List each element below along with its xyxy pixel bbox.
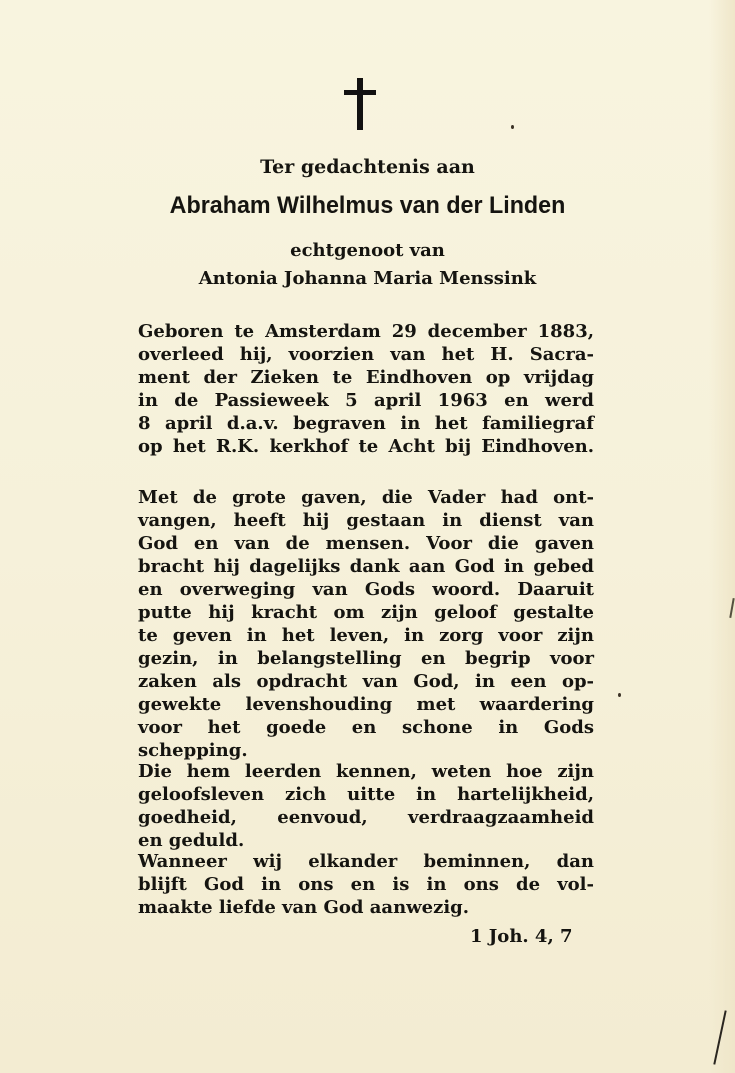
paper-speck — [618, 693, 621, 697]
spouse-name: Antonia Johanna Maria Menssink — [198, 268, 537, 289]
text-line: en overweging van Gods woord. Daaruit — [138, 579, 594, 600]
text-line: vangen, heeft hij gestaan in dienst van — [138, 510, 594, 531]
text-line: God en van de mensen. Voor die gaven — [138, 533, 594, 554]
text-line: Die hem leerden kennen, weten hoe zijn — [138, 761, 594, 782]
character-paragraph — [138, 760, 594, 852]
text-line: te geven in het leven, in zorg voor zijn — [138, 625, 594, 646]
memorial-heading: Ter gedachtenis aan — [260, 156, 475, 178]
text-line: in de Passieweek 5 april 1963 en werd — [138, 390, 594, 411]
text-line: gewekte levenshouding met waardering — [138, 694, 594, 715]
text-line: Geboren te Amsterdam 29 december 1883, — [138, 321, 594, 342]
scripture-reference: 1 Joh. 4, 7 — [470, 926, 573, 947]
text-line: bracht hij dagelijks dank aan God in gebed — [138, 556, 594, 577]
text-line: Met de grote gaven, die Vader had ont- — [138, 487, 594, 508]
text-line: en geduld. — [138, 830, 245, 851]
text-line: voor het goede en schone in Gods — [138, 717, 594, 738]
text-line: maakte liefde van God aanwezig. — [138, 897, 470, 918]
text-line: blijft God in ons en is in ons de vol- — [138, 874, 594, 895]
text-line: putte hij kracht om zijn geloof gestalte — [138, 602, 594, 623]
text-line: overleed hij, voorzien van het H. Sacra- — [138, 344, 594, 365]
cross-vertical-bar — [357, 78, 363, 130]
biography-paragraph — [138, 320, 594, 458]
deceased-name: Abraham Wilhelmus van der Linden — [169, 192, 566, 219]
text-line: Wanneer wij elkander beminnen, dan — [138, 851, 594, 872]
text-line: 8 april d.a.v. begraven in het familiegraf — [138, 413, 594, 434]
text-line: zaken als opdracht van God, in een op- — [138, 671, 594, 692]
text-line: schepping. — [138, 740, 248, 761]
text-line: op het R.K. kerkhof te Acht bij Eindhoven. — [138, 436, 594, 457]
paper-speck — [511, 125, 514, 129]
relation-label: echtgenoot van — [290, 240, 445, 261]
cross-icon — [333, 72, 387, 132]
text-line: ment der Zieken te Eindhoven op vrijdag — [138, 367, 594, 388]
text-line: gezin, in belangstelling en begrip voor — [138, 648, 594, 669]
cross-horizontal-bar — [344, 90, 376, 95]
tribute-paragraph — [138, 486, 594, 762]
text-line: goedheid, eenvoud, verdraagzaamheid — [138, 807, 594, 828]
scripture-paragraph — [138, 850, 594, 919]
text-line: geloofsleven zich uitte in hartelijkheid, — [138, 784, 594, 805]
